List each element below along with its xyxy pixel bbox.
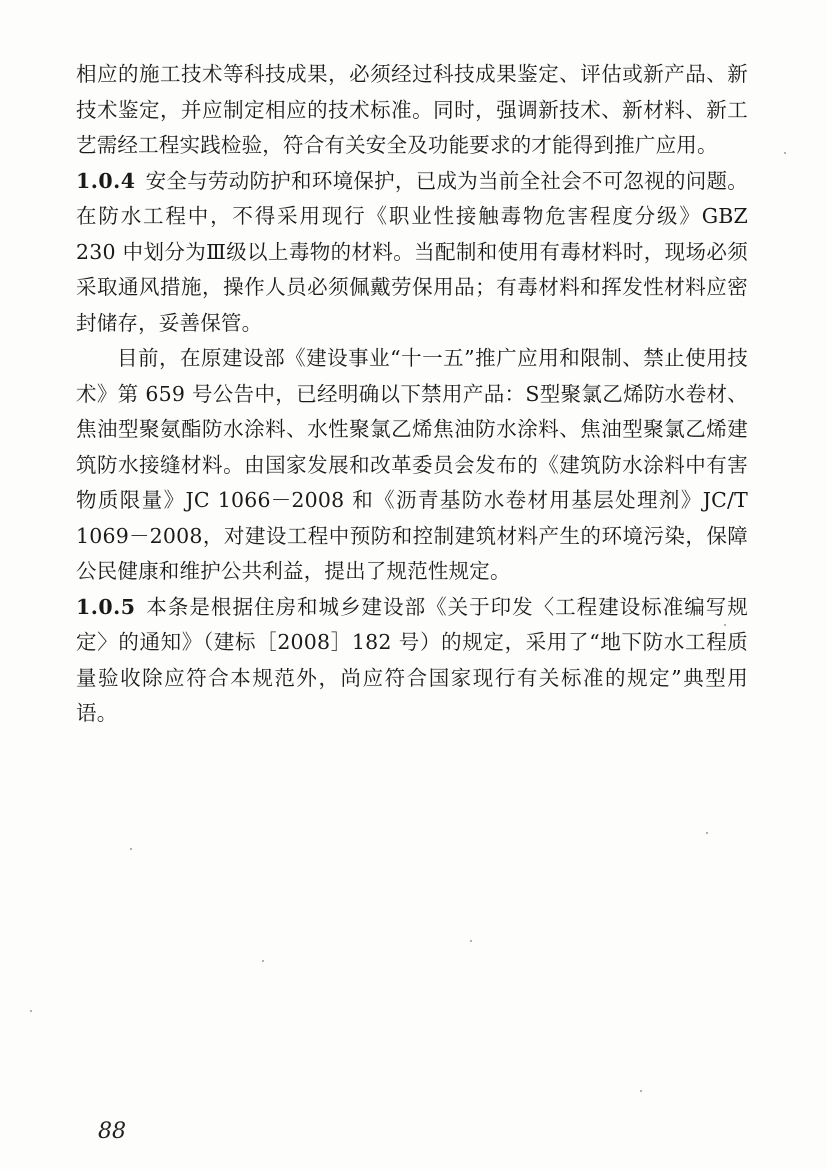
scan-speck (130, 848, 132, 850)
scan-speck (640, 1090, 642, 1092)
paragraph-banned-products (76, 341, 748, 590)
page-number: 88 (98, 1119, 126, 1144)
paragraph-continuation (76, 57, 748, 164)
clause-number: 1.0.5 (76, 594, 136, 619)
scan-speck (470, 940, 472, 942)
scan-speck (30, 1010, 32, 1012)
scan-speck (724, 624, 726, 626)
paragraph-text: 相应的施工技术等科技成果，必须经过科技成果鉴定、评估或新产品、新技术鉴定，并应制定相应的技术标准。同时，强调新技术、新材料、新工艺需经工程实践检验，符合有关安全及功能要求的才能得到推广应用。 (76, 62, 748, 157)
clause-1-0-5 (76, 590, 748, 732)
scan-speck (262, 960, 264, 962)
scan-speck (784, 152, 786, 154)
clause-text: 安全与劳动防护和环境保护，已成为当前全社会不可忽视的问题。在防水工程中，不得采用现行《职业性接触毒物危害程度分级》GBZ 230 中划分为Ⅲ级以上毒物的材料。当配制和使用有毒材料时，现场必须采取通风措施，操作人员必须佩戴劳保用品；有毒材料和挥发性材料应密封储存，妥善保管。 (76, 168, 748, 335)
body-text (76, 57, 748, 732)
clause-text: 本条是根据住房和城乡建设部《关于印发〈工程建设标准编写规定〉的通知》（建标［2008］182 号）的规定，采用了“地下防水工程质量验收除应符合本规范外，尚应符合国家现行有关标准的规定”典型用语。 (76, 594, 748, 725)
clause-number: 1.0.4 (76, 168, 136, 193)
scan-speck (706, 832, 708, 834)
clause-1-0-4 (76, 164, 748, 342)
paragraph-text: 目前，在原建设部《建设事业“十一五”推广应用和限制、禁止使用技术》第 659 号公告中，已经明确以下禁用产品：S型聚氯乙烯防水卷材、焦油型聚氨酯防水涂料、水性聚氯乙烯焦油防水涂料、焦油型聚氯乙烯建筑防水接缝材料。由国家发展和改革委员会发布的《建筑防水涂料中有害物质限量》JC 1066－2008 和《沥青基防水卷材用基层处理剂》JC/T 1069－2008，对建设工程中预防和控制建筑材料产生的环境污染，保障公民健康和维护公共利益，提出了规范性规定。 (76, 346, 748, 583)
